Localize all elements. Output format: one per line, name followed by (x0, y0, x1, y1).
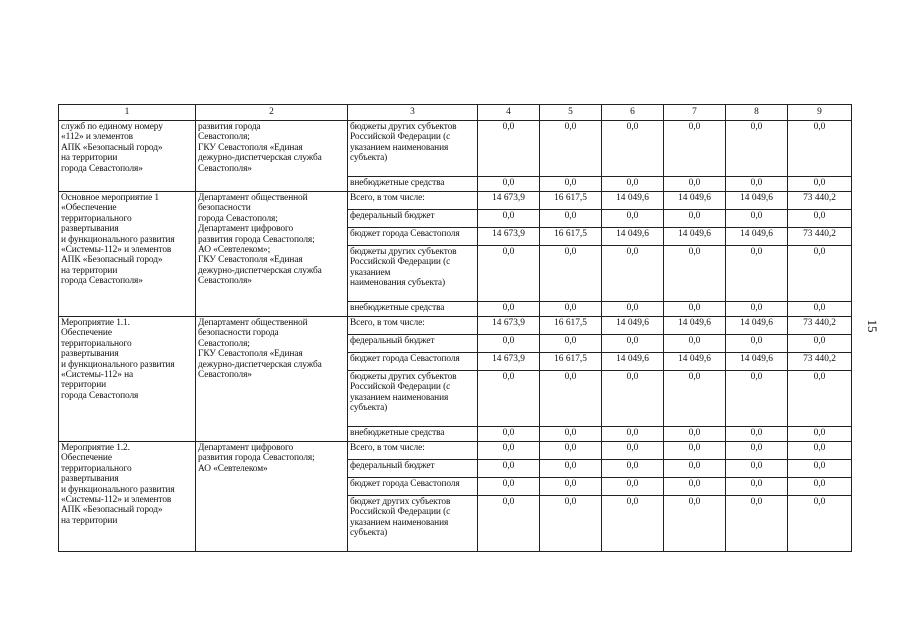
value-cell: 0,0 (602, 177, 664, 192)
value-cell: 73 440,2 (788, 192, 852, 210)
value-cell: 0,0 (602, 496, 664, 552)
value-cell: 0,0 (478, 246, 540, 302)
value-cell: 0,0 (478, 177, 540, 192)
value-cell: 0,0 (478, 442, 540, 460)
value-cell: 0,0 (788, 371, 852, 427)
value-cell: 0,0 (478, 210, 540, 228)
funding-source-cell: бюджеты других субъектов Российской Федерации (с указанием наименования субъекта) (348, 246, 478, 302)
header-col-2: 2 (196, 105, 348, 121)
value-cell: 16 617,5 (540, 192, 602, 210)
value-cell: 0,0 (788, 177, 852, 192)
value-cell: 0,0 (540, 427, 602, 442)
header-col-9: 9 (788, 105, 852, 121)
value-cell: 0,0 (726, 427, 788, 442)
value-cell: 14 049,6 (664, 192, 726, 210)
value-cell: 14 049,6 (664, 317, 726, 335)
value-cell: 14 673,9 (478, 228, 540, 246)
value-cell: 0,0 (664, 335, 726, 353)
measure-name-cell: Основное мероприятие 1 «Обеспечение территориального развертывания и функционального развития «Системы-112» и элементов АПК «Безопасный город» на территории города Севастополя» (59, 192, 196, 317)
executor-cell: Департамент общественной безопасности города Севастополя; ГКУ Севастополя «Единая дежурно-диспетчерская служба Севастополя» (196, 317, 348, 442)
value-cell: 0,0 (478, 371, 540, 427)
value-cell: 0,0 (540, 246, 602, 302)
value-cell: 0,0 (540, 460, 602, 478)
value-cell: 0,0 (602, 427, 664, 442)
value-cell: 0,0 (664, 210, 726, 228)
value-cell: 0,0 (602, 302, 664, 317)
header-col-8: 8 (726, 105, 788, 121)
value-cell: 14 673,9 (478, 192, 540, 210)
value-cell: 0,0 (726, 302, 788, 317)
value-cell: 14 049,6 (726, 317, 788, 335)
measure-name-cell: служб по единому номеру «112» и элементов АПК «Безопасный город» на территории города Севастополя» (59, 121, 196, 192)
header-col-3: 3 (348, 105, 478, 121)
value-cell: 0,0 (664, 496, 726, 552)
value-cell: 0,0 (726, 460, 788, 478)
value-cell: 16 617,5 (540, 353, 602, 371)
value-cell: 73 440,2 (788, 353, 852, 371)
financing-table (58, 104, 852, 552)
funding-source-cell: федеральный бюджет (348, 210, 478, 228)
value-cell: 14 049,6 (726, 353, 788, 371)
value-cell: 0,0 (726, 442, 788, 460)
executor-cell: развития города Севастополя; ГКУ Севастополя «Единая дежурно-диспетчерская служба Севастополя» (196, 121, 348, 192)
value-cell: 0,0 (726, 371, 788, 427)
value-cell: 14 049,6 (602, 192, 664, 210)
value-cell: 0,0 (788, 427, 852, 442)
funding-source-cell: Всего, в том числе: (348, 317, 478, 335)
value-cell: 0,0 (726, 335, 788, 353)
executor-cell: Департамент цифрового развития города Севастополя; АО «Севтелеком» (196, 442, 348, 552)
value-cell: 0,0 (478, 302, 540, 317)
header-col-6: 6 (602, 105, 664, 121)
value-cell: 0,0 (788, 121, 852, 177)
value-cell: 0,0 (664, 121, 726, 177)
funding-source-cell: федеральный бюджет (348, 460, 478, 478)
value-cell: 0,0 (602, 335, 664, 353)
value-cell: 14 049,6 (602, 353, 664, 371)
value-cell: 0,0 (788, 210, 852, 228)
value-cell: 0,0 (664, 177, 726, 192)
value-cell: 0,0 (540, 302, 602, 317)
header-col-1: 1 (59, 105, 196, 121)
value-cell: 0,0 (664, 246, 726, 302)
value-cell: 16 617,5 (540, 317, 602, 335)
header-col-7: 7 (664, 105, 726, 121)
value-cell: 0,0 (726, 478, 788, 496)
value-cell: 0,0 (726, 246, 788, 302)
value-cell: 0,0 (788, 335, 852, 353)
value-cell: 0,0 (478, 121, 540, 177)
value-cell: 0,0 (602, 371, 664, 427)
header-col-5: 5 (540, 105, 602, 121)
funding-source-cell: федеральный бюджет (348, 335, 478, 353)
value-cell: 14 049,6 (602, 228, 664, 246)
value-cell: 0,0 (788, 442, 852, 460)
value-cell: 0,0 (664, 427, 726, 442)
value-cell: 0,0 (540, 496, 602, 552)
value-cell: 0,0 (726, 210, 788, 228)
value-cell: 0,0 (478, 478, 540, 496)
funding-source-cell: внебюджетные средства (348, 177, 478, 192)
funding-source-cell: Всего, в том числе: (348, 192, 478, 210)
table-body (59, 121, 852, 552)
value-cell: 73 440,2 (788, 228, 852, 246)
value-cell: 0,0 (540, 371, 602, 427)
value-cell: 0,0 (664, 302, 726, 317)
value-cell: 14 049,6 (602, 317, 664, 335)
value-cell: 14 049,6 (664, 228, 726, 246)
value-cell: 0,0 (788, 302, 852, 317)
value-cell: 0,0 (602, 478, 664, 496)
value-cell: 14 049,6 (664, 353, 726, 371)
funding-source-cell: внебюджетные средства (348, 302, 478, 317)
value-cell: 0,0 (478, 335, 540, 353)
value-cell: 0,0 (478, 460, 540, 478)
value-cell: 0,0 (788, 496, 852, 552)
value-cell: 16 617,5 (540, 228, 602, 246)
funding-source-cell: Всего, в том числе: (348, 442, 478, 460)
value-cell: 0,0 (602, 246, 664, 302)
value-cell: 0,0 (664, 460, 726, 478)
value-cell: 0,0 (540, 442, 602, 460)
value-cell: 0,0 (664, 442, 726, 460)
header-row (59, 105, 852, 121)
value-cell: 0,0 (726, 496, 788, 552)
funding-source-cell: внебюджетные средства (348, 427, 478, 442)
value-cell: 0,0 (602, 442, 664, 460)
table-row (59, 317, 852, 335)
value-cell: 0,0 (540, 478, 602, 496)
value-cell: 0,0 (540, 121, 602, 177)
funding-source-cell: бюджет города Севастополя (348, 228, 478, 246)
value-cell: 0,0 (540, 335, 602, 353)
measure-name-cell: Мероприятие 1.1. Обеспечение территориального развертывания и функционального развития «Системы-112» на территории города Севастополя (59, 317, 196, 442)
value-cell: 0,0 (664, 371, 726, 427)
measure-name-cell: Мероприятие 1.2. Обеспечение территориального развертывания и функционального развития «Системы-112» и элементов АПК «Безопасный город» на территории (59, 442, 196, 552)
value-cell: 0,0 (788, 246, 852, 302)
table-row (59, 121, 852, 177)
value-cell: 0,0 (726, 121, 788, 177)
funding-source-cell: бюджеты других субъектов Российской Федерации (с указанием наименования субъекта) (348, 371, 478, 427)
value-cell: 73 440,2 (788, 317, 852, 335)
value-cell: 0,0 (664, 478, 726, 496)
value-cell: 0,0 (788, 460, 852, 478)
value-cell: 0,0 (602, 121, 664, 177)
table-row (59, 442, 852, 460)
value-cell: 14 673,9 (478, 317, 540, 335)
value-cell: 14 049,6 (726, 192, 788, 210)
funding-source-cell: бюджет города Севастополя (348, 353, 478, 371)
value-cell: 14 673,9 (478, 353, 540, 371)
value-cell: 0,0 (540, 177, 602, 192)
value-cell: 0,0 (788, 478, 852, 496)
value-cell: 14 049,6 (726, 228, 788, 246)
value-cell: 0,0 (478, 496, 540, 552)
value-cell: 0,0 (726, 177, 788, 192)
table-row (59, 192, 852, 210)
funding-source-cell: бюджет других субъектов Российской Федерации (с указанием наименования субъекта) (348, 496, 478, 552)
header-col-4: 4 (478, 105, 540, 121)
value-cell: 0,0 (478, 427, 540, 442)
value-cell: 0,0 (602, 460, 664, 478)
value-cell: 0,0 (540, 210, 602, 228)
funding-source-cell: бюджеты других субъектов Российской Федерации (с указанием наименования субъекта) (348, 121, 478, 177)
funding-source-cell: бюджет города Севастополя (348, 478, 478, 496)
value-cell: 0,0 (602, 210, 664, 228)
page-number: 15 (865, 319, 880, 333)
executor-cell: Департамент общественной безопасности города Севастополя; Департамент цифрового развития города Севастополя; АО «Севтелеком»; ГКУ Севастополя «Единая дежурно-диспетчерская служба Севастополя» (196, 192, 348, 317)
